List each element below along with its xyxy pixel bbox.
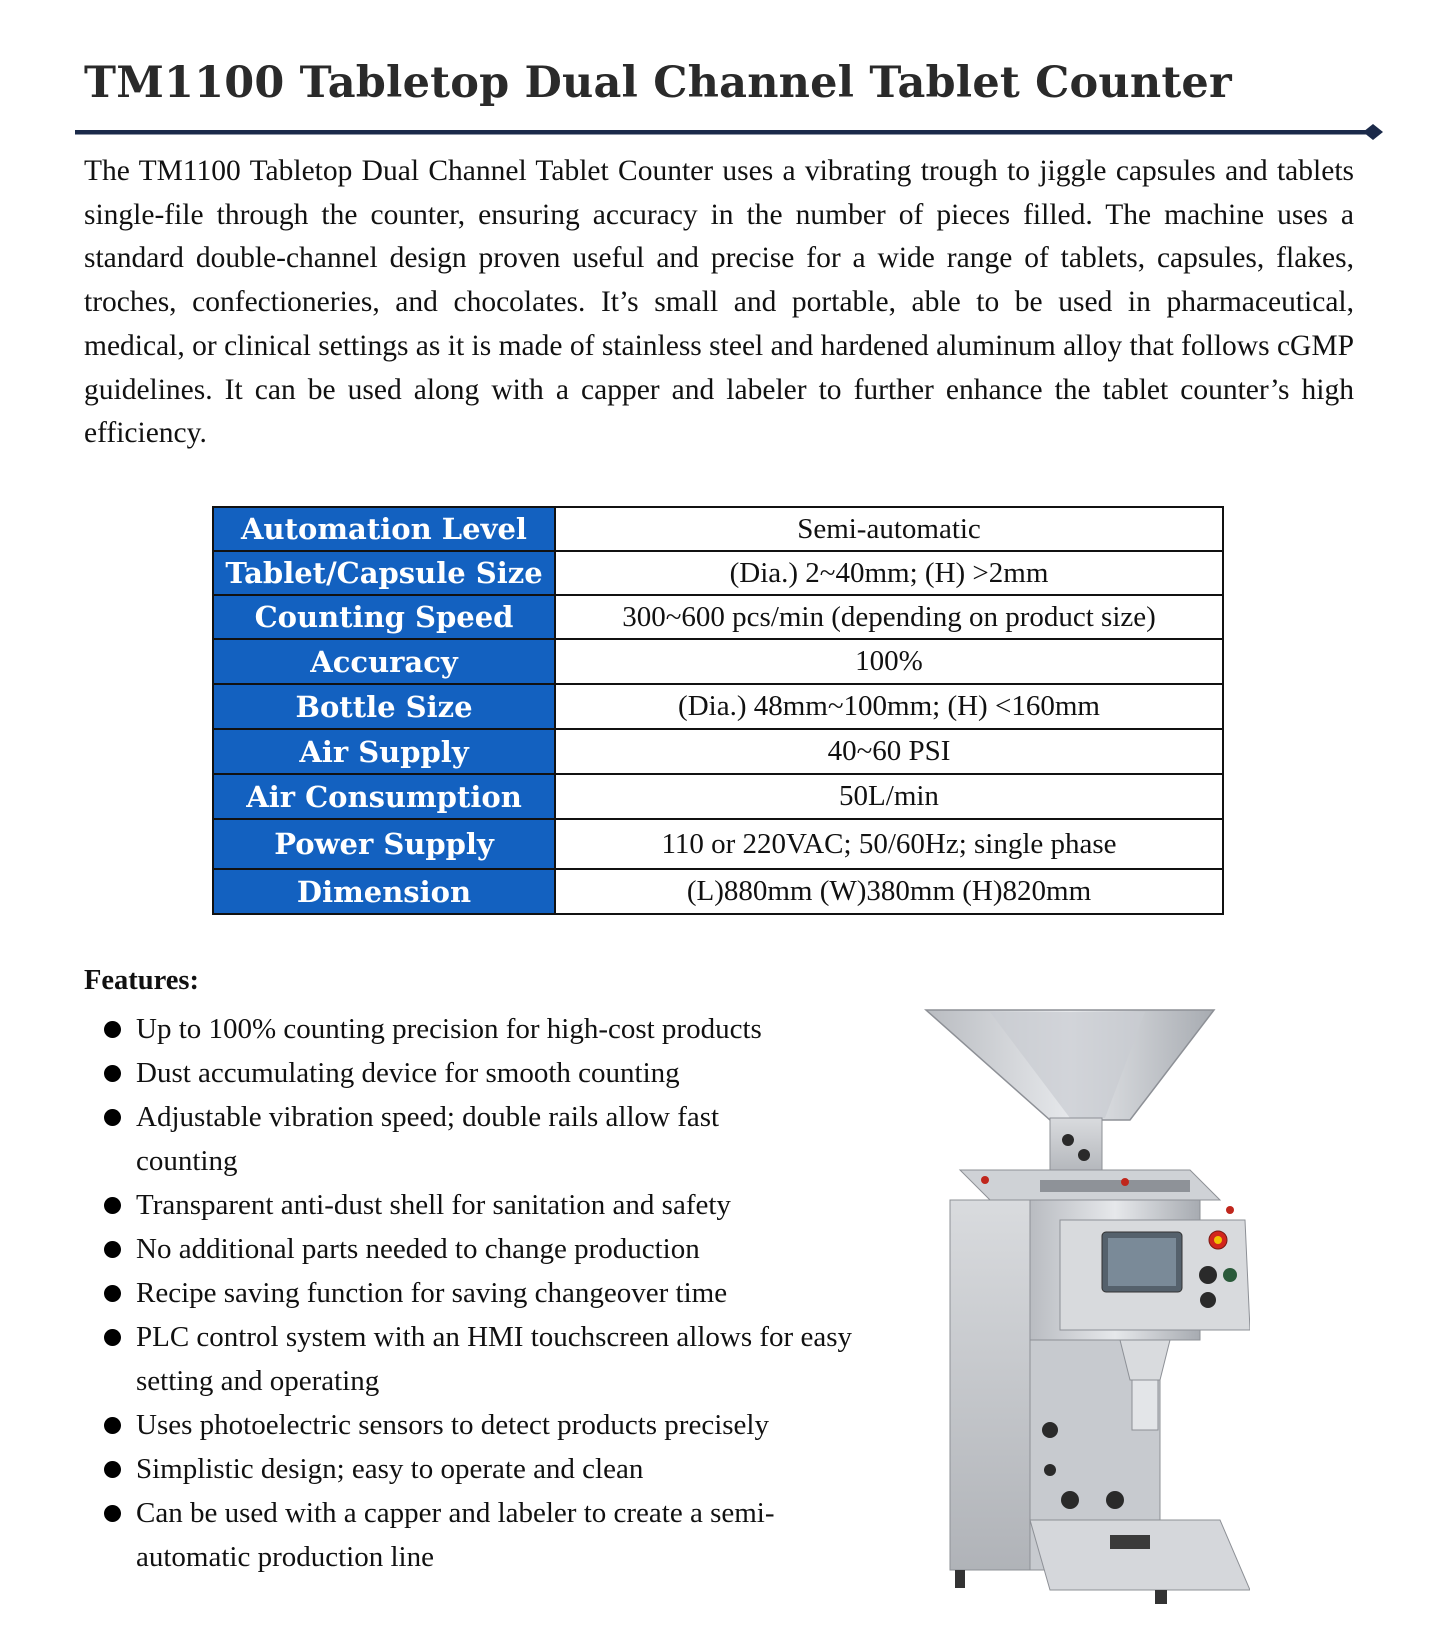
tablet-counter-machine-image	[920, 1000, 1250, 1620]
feature-item	[104, 1051, 894, 1095]
features-list	[104, 1007, 894, 1579]
spec-row	[213, 869, 1223, 914]
bullet-icon	[104, 1417, 121, 1434]
spec-label: Air Consumption	[213, 774, 555, 819]
spec-label: Automation Level	[213, 507, 555, 551]
spec-value: 100%	[555, 639, 1223, 684]
bullet-icon	[104, 1021, 121, 1038]
spec-row	[213, 551, 1223, 595]
bullet-icon	[104, 1241, 121, 1258]
bullet-icon	[104, 1461, 121, 1478]
bullet-icon	[104, 1109, 121, 1126]
intro-paragraph: The TM1100 Tabletop Dual Channel Tablet Counter uses a vibrating trough to jiggle capsules and tablets single-file through the counter, ensuring accuracy in the number of pieces filled. The machine uses a standard double-channel design proven useful and precise for a wide range of tablets, capsules, flakes, troches, confectioneries, and chocolates. It’s small and portable, able to be used in pharmaceutical, medical, or clinical settings as it is made of stainless steel and hardened aluminum alloy that follows cGMP guidelines. It can be used along with a capper and labeler to further enhance the tablet counter’s high efficiency.	[84, 155, 1354, 450]
spec-value: (Dia.) 2~40mm; (H) >2mm	[555, 551, 1223, 595]
feature-text: Recipe saving function for saving changeover time	[136, 1277, 728, 1309]
spec-value: 50L/min	[555, 774, 1223, 819]
feature-text: Adjustable vibration speed; double rails allow fast counting	[136, 1101, 720, 1177]
feature-text: Uses photoelectric sensors to detect products precisely	[136, 1409, 769, 1441]
feature-item	[104, 1403, 894, 1447]
feature-text: Can be used with a capper and labeler to create a semi-automatic production line	[136, 1497, 775, 1573]
spec-row	[213, 819, 1223, 869]
bullet-icon	[104, 1285, 121, 1302]
spec-label: Air Supply	[213, 729, 555, 774]
bullet-icon	[104, 1505, 121, 1522]
feature-item	[104, 1315, 856, 1403]
spec-value: (L)880mm (W)380mm (H)820mm	[555, 869, 1223, 914]
spec-value: 40~60 PSI	[555, 729, 1223, 774]
spec-row	[213, 639, 1223, 684]
spec-value: 300~600 pcs/min (depending on product size)	[555, 595, 1223, 639]
feature-text: PLC control system with an HMI touchscreen allows for easy setting and operating	[136, 1321, 852, 1397]
spec-table	[212, 506, 1224, 915]
feature-item	[104, 1447, 894, 1491]
feature-item	[104, 1183, 894, 1227]
feature-text: Up to 100% counting precision for high-cost products	[136, 1013, 762, 1045]
spec-value: Semi-automatic	[555, 507, 1223, 551]
bullet-icon	[104, 1065, 121, 1082]
spec-row	[213, 729, 1223, 774]
spec-row	[213, 507, 1223, 551]
spec-row	[213, 595, 1223, 639]
spec-label: Dimension	[213, 869, 555, 914]
bullet-icon	[104, 1329, 121, 1346]
features-heading: Features:	[84, 965, 200, 996]
spec-row	[213, 774, 1223, 819]
spec-label: Counting Speed	[213, 595, 555, 639]
page-title: TM1100 Tabletop Dual Channel Tablet Counter	[84, 58, 1232, 108]
feature-item	[104, 1227, 894, 1271]
feature-item	[104, 1271, 894, 1315]
feature-item	[104, 1007, 894, 1051]
spec-value: (Dia.) 48mm~100mm; (H) <160mm	[555, 684, 1223, 729]
spec-label: Bottle Size	[213, 684, 555, 729]
spec-row	[213, 684, 1223, 729]
feature-text: No additional parts needed to change production	[136, 1233, 700, 1265]
feature-item	[104, 1491, 776, 1579]
bullet-icon	[104, 1197, 121, 1214]
feature-text: Dust accumulating device for smooth counting	[136, 1057, 680, 1089]
spec-label: Accuracy	[213, 639, 555, 684]
title-underline	[75, 124, 1383, 140]
spec-label: Power Supply	[213, 819, 555, 869]
spec-label: Tablet/Capsule Size	[213, 551, 555, 595]
spec-value: 110 or 220VAC; 50/60Hz; single phase	[555, 819, 1223, 869]
feature-text: Simplistic design; easy to operate and clean	[136, 1453, 644, 1485]
feature-item	[104, 1095, 796, 1183]
feature-text: Transparent anti-dust shell for sanitation and safety	[136, 1189, 731, 1221]
